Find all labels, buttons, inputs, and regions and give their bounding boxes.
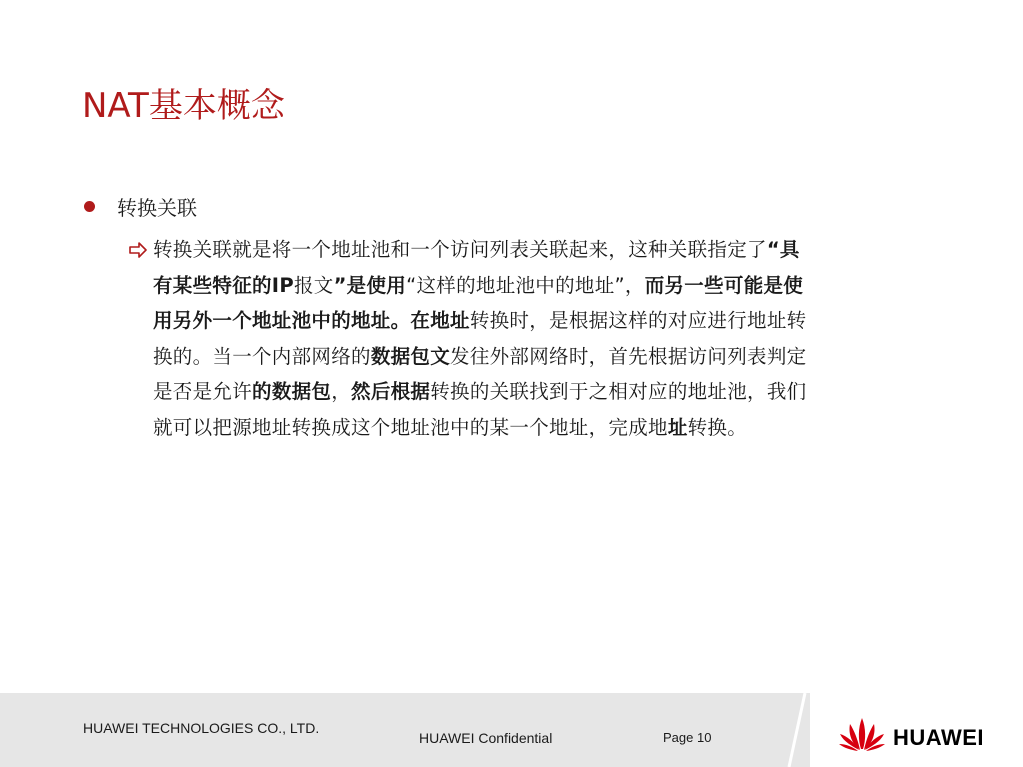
slide-title: NAT基本概念 bbox=[82, 86, 285, 126]
sub-bullet-paragraph bbox=[153, 232, 818, 445]
text-run: 转换关联就是将一个地址池和一个访问列表关联起来，这种关联指定了 bbox=[153, 238, 767, 261]
text-run: ， bbox=[331, 380, 352, 403]
huawei-flower-logo bbox=[838, 716, 886, 752]
text-run: 转换。 bbox=[687, 415, 748, 439]
bold-text-run: 而另一些可能是使用另外一个地址池中的地址。在地址 bbox=[153, 273, 804, 332]
bold-text-run: ”是使用 bbox=[333, 273, 407, 297]
footer-confidential: HUAWEI Confidential bbox=[419, 730, 553, 746]
huawei-logo-text: HUAWEI bbox=[893, 725, 984, 750]
bullet-item bbox=[84, 192, 197, 221]
bold-text-run: 址 bbox=[667, 415, 688, 439]
bold-text-run: “具有某些特征的IP bbox=[153, 238, 800, 297]
footer-company: HUAWEI TECHNOLOGIES CO., LTD. bbox=[83, 720, 320, 736]
bold-text-run: 然后根据 bbox=[351, 380, 431, 403]
outline-arrow-icon bbox=[128, 240, 148, 260]
text-run: 转换时，是根据这样的对应进行地址转换的。当一个内部网络的 bbox=[153, 309, 807, 368]
bold-text-run: 的数据包 bbox=[252, 380, 332, 403]
text-run: 报文 bbox=[293, 273, 334, 297]
bullet-label: 转换关联 bbox=[117, 196, 197, 220]
text-run: 转换的关联找到于之相对应的地址池，我们就可以把源地址转换成这个地址池中的某一个地址，完成地 bbox=[153, 380, 807, 439]
bold-text-run: 数据包文 bbox=[370, 344, 451, 368]
page-number: Page 10 bbox=[663, 730, 712, 745]
bullet-dot-icon bbox=[84, 201, 95, 212]
text-run: 发往外部网络时，首先根据访问列表判定是否是允许 bbox=[153, 344, 807, 403]
text-run: “这样的地址池中的地址”， bbox=[406, 273, 645, 297]
